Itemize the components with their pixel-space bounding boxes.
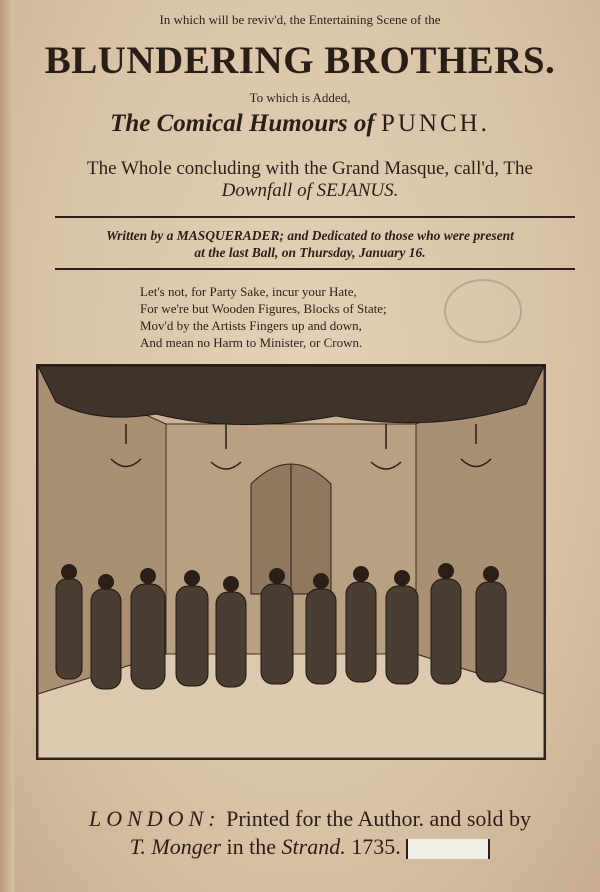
imprint-street: Strand. xyxy=(281,834,346,859)
main-title: BLUNDERING BROTHERS. xyxy=(44,39,556,82)
dedication-line-2: at the last Ball, on Thursday, January 16. xyxy=(194,245,426,260)
imprint-printed-for: Printed for the Author. and sold by xyxy=(220,806,531,831)
dedication-line-1: Written by a MASQUERADER; and Dedicated to those who were present xyxy=(106,228,514,243)
imprint-line-1 xyxy=(30,806,590,832)
subtitle xyxy=(0,110,600,138)
subtitle-text: The Comical Humours of xyxy=(110,110,381,137)
masque-title: Downfall of SEJANUS. xyxy=(221,180,399,201)
verse-epigraph xyxy=(140,283,387,351)
imprint-bookseller: T. Monger xyxy=(129,834,222,859)
imprint-city: LONDON: xyxy=(89,806,221,831)
price-bracket xyxy=(406,839,490,859)
verse-line: Let's not, for Party Sake, incur your Hate, xyxy=(140,284,357,299)
ballroom-engraving xyxy=(36,364,546,760)
library-stamp xyxy=(444,279,522,343)
masque-line: The Whole concluding with the Grand Masque, call'd, The xyxy=(87,158,533,179)
verse-line: Mov'd by the Artists Fingers up and down, xyxy=(140,318,362,333)
imprint-line-2 xyxy=(30,834,590,860)
verse-line: For we're but Wooden Figures, Blocks of State; xyxy=(140,301,387,316)
imprint-year: 1735. xyxy=(345,834,401,859)
upper-rule xyxy=(55,216,575,218)
verse-line: And mean no Harm to Minister, or Crown. xyxy=(140,335,363,350)
lower-rule xyxy=(55,268,575,270)
intro-line: In which will be reviv'd, the Entertaining Scene of the xyxy=(159,12,441,27)
added-line: To which is Added, xyxy=(249,90,351,105)
subtitle-punch: PUNCH. xyxy=(380,110,490,137)
imprint-in-the: in the xyxy=(221,834,282,859)
